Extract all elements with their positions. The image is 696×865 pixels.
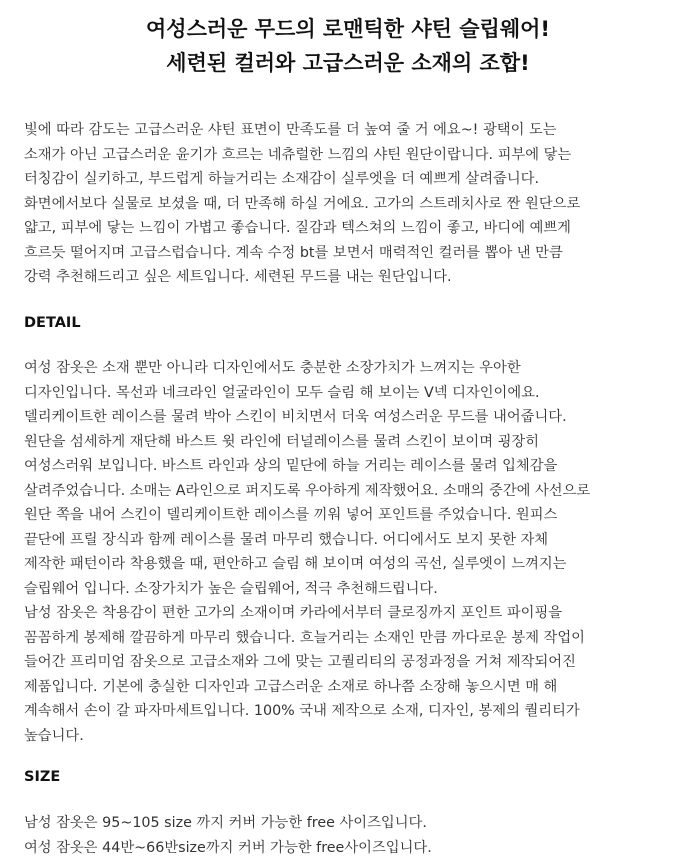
page-title (0, 12, 696, 80)
detail-line: 여성스러워 보입니다. 바스트 라인과 상의 밑단에 하늘 거리는 레이스를 물려 입체감을 (24, 458, 558, 474)
detail-line: 제작한 패턴이라 착용했을 때, 편안하고 슬림 해 보이며 여성의 곡선, 실루엣이 느껴지는 (24, 556, 567, 572)
detail-line: 꼼꼼하게 봉제해 깔끔하게 마무리 했습니다. 흐늘거리는 소재인 만큼 까다로운 봉제 작업이 (24, 629, 585, 646)
detail-line: 델리케이트한 레이스를 물려 박아 스킨이 비치면서 더욱 여성스러운 무드를 내어줍니다. (24, 409, 567, 425)
detail-line: 들어간 프리미엄 잠옷으로 고급소재와 그에 맞는 고퀄리티의 공정과정을 거쳐 제작되어진 (24, 654, 576, 670)
intro-line: 소재가 아닌 고급스러운 윤기가 흐르는 네츄럴한 느낌의 샤틴 원단이랍니다. 피부에 닿는 (24, 146, 572, 163)
size-paragraph (24, 811, 689, 860)
intro-line: 강력 추천해드리고 싶은 세트입니다. 세련된 무드를 내는 원단입니다. (24, 269, 452, 285)
detail-paragraph (24, 356, 689, 748)
detail-line: 디자인입니다. 목선과 네크라인 얼굴라인이 모두 슬림 해 보이는 V넥 디자인이에요. (24, 384, 540, 401)
size-heading: SIZE (24, 769, 61, 785)
detail-line: 슬립웨어 입니다. 소장가치가 높은 슬립웨어, 적극 추천해드립니다. (24, 580, 438, 597)
intro-line: 흐르듯 떨어지며 고급스럽습니다. 계속 수정 bt를 보면서 매력적인 컬러를 뽑아 낸 만큼 (24, 244, 563, 261)
title-line-2: 세련된 컬러와 고급스러운 소재의 조합! (166, 51, 530, 75)
detail-line: 제품입니다. 기본에 충실한 디자인과 고급스러운 소재로 하나쯤 소장해 놓으시면 매 해 (24, 678, 558, 695)
title-line-1: 여성스러운 무드의 로맨틱한 샤틴 슬립웨어! (146, 17, 550, 41)
detail-line: 원단을 섬세하게 재단해 바스트 윗 라인에 터널레이스를 물려 스킨이 보이며 굉장히 (24, 433, 540, 450)
size-line: 남성 잠옷은 95~105 size 까지 커버 가능한 free 사이즈입니다. (24, 815, 427, 831)
intro-line: 얇고, 피부에 닿는 느낌이 가볍고 좋습니다. 질감과 텍스쳐의 느낌이 좋고, 바디에 예쁘게 (24, 220, 571, 236)
detail-line: 살려주었습니다. 소매는 A라인으로 퍼지도록 우아하게 제작했어요. 소매의 중간에 사선으로 (24, 482, 591, 499)
detail-heading: DETAIL (24, 315, 81, 331)
detail-line: 높습니다. (24, 727, 84, 744)
intro-line: 화면에서보다 실물로 보셨을 때, 더 만족해 하실 거에요. 고가의 스트레치사로 짠 원단으로 (24, 195, 581, 212)
detail-line: 남성 잠옷은 착용감이 편한 고가의 소재이며 카라에서부터 클로징까지 포인트 파이핑을 (24, 605, 563, 621)
detail-line: 계속해서 손이 갈 파자마세트입니다. 100% 국내 제작으로 소재, 디자인, 봉제의 퀄리티가 (24, 703, 580, 719)
intro-paragraph (24, 118, 689, 290)
detail-line: 원단 쪽을 내어 스킨이 델리케이트한 레이스를 끼워 넣어 포인트를 주었습니다. 원피스 (24, 507, 558, 523)
size-line: 여성 잠옷은 44반~66반size까지 커버 가능한 free사이즈입니다. (24, 839, 432, 856)
intro-line: 터칭감이 실키하고, 부드럽게 하늘거리는 소재감이 실루엣을 더 예쁘게 살려줍니다. (24, 171, 540, 187)
detail-line: 여성 잠옷은 소재 뿐만 아니라 디자인에서도 충분한 소장가치가 느껴지는 우아한 (24, 360, 521, 376)
detail-line: 끝단에 프릴 장식과 함께 레이스를 물려 마무리 했습니다. 어디에서도 보지 못한 자체 (24, 531, 549, 548)
intro-line: 빛에 따라 감도는 고급스러운 샤틴 표면이 만족도를 더 높여 줄 거 에요~! 광택이 도는 (24, 122, 557, 138)
